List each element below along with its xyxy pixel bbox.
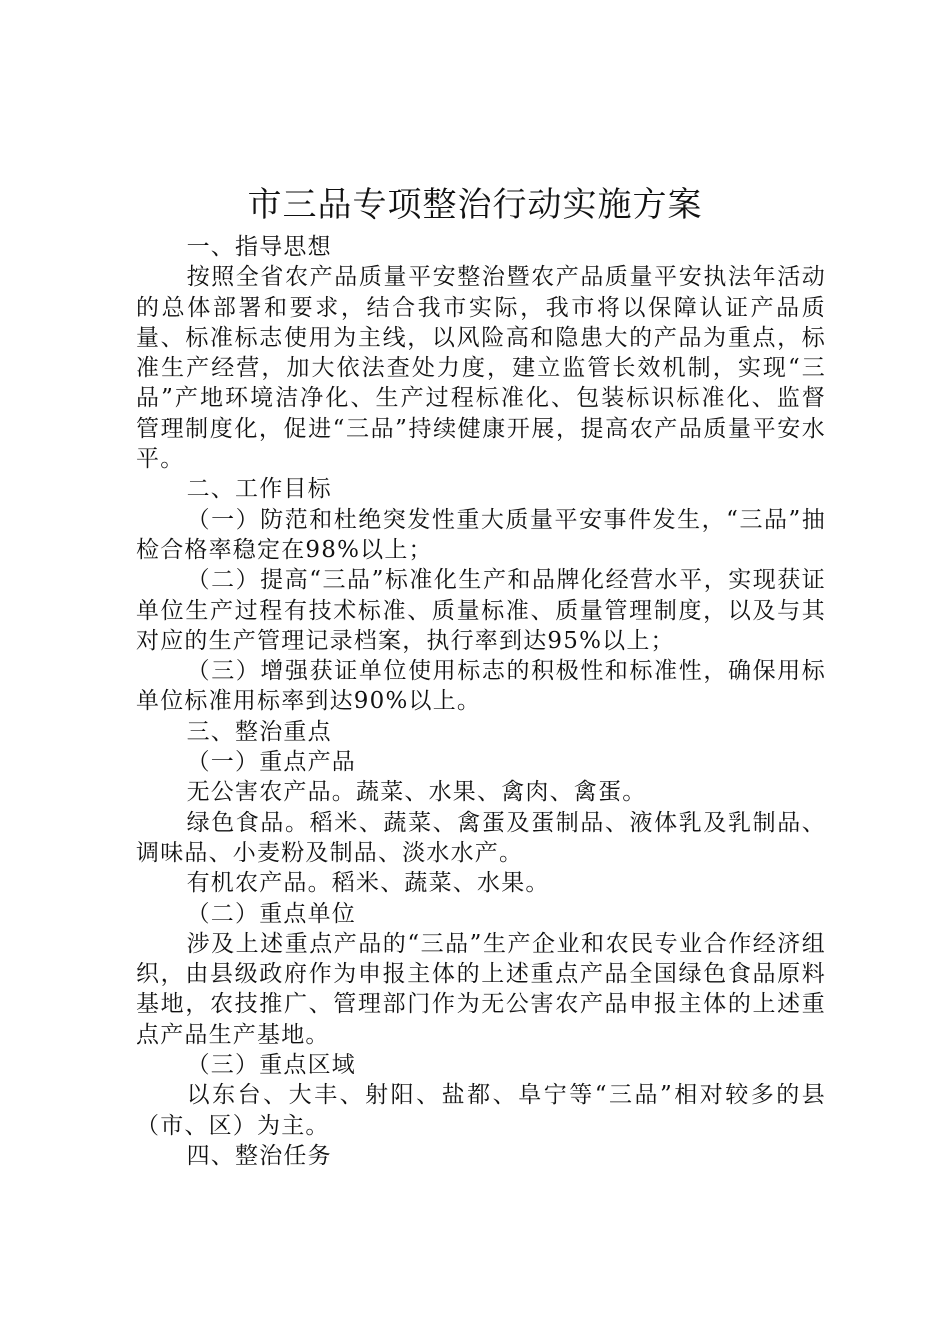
section-heading-tasks: 四、整治任务 [186, 1142, 332, 1169]
paragraph-key-regions: 以东台、大丰、射阳、盐都、阜宁等“三品”相对较多的县（市、区）为主。 [136, 1082, 826, 1139]
document-title: 市三品专项整治行动实施方案 [247, 185, 703, 225]
subheading-key-regions: （三）重点区域 [186, 1052, 356, 1079]
paragraph-goal-3: （三）增强获证单位使用标志的积极性和标准性，确保用标单位标准用标率到达90%以上。 [136, 658, 826, 715]
subheading-key-units: （二）重点单位 [186, 900, 356, 927]
paragraph-guiding-thought: 按照全省农产品质量平安整治暨农产品质量平安执法年活动的总体部署和要求，结合我市实际，我市将以保障认证产品质量、标准标志使用为主线，以风险高和隐患大的产品为重点，标准生产经营，加大依法查处力度，建立监管长效机制，实现“三品”产地环境洁净化、生产过程标准化、包装标识标准化、监督管理制度化，促进“三品”持续健康开展，提高农产品质量平安水平。 [136, 264, 826, 473]
subheading-key-products: （一）重点产品 [186, 749, 356, 776]
paragraph-organic: 有机农产品。稻米、蔬菜、水果。 [186, 870, 550, 897]
paragraph-green-food: 绿色食品。稻米、蔬菜、禽蛋及蛋制品、液体乳及乳制品、调味品、小麦粉及制品、淡水水产。 [136, 809, 826, 866]
section-heading-work-goals: 二、工作目标 [186, 476, 332, 503]
paragraph-key-units: 涉及上述重点产品的“三品”生产企业和农民专业合作经济组织，由县级政府作为申报主体的上述重点产品全国绿色食品原料基地，农技推广、管理部门作为无公害农产品申报主体的上述重点产品生产基地。 [136, 930, 826, 1048]
document-body [136, 232, 826, 1171]
paragraph-goal-1: （一）防范和杜绝突发性重大质量平安事件发生，“三品”抽检合格率稳定在98%以上； [136, 506, 826, 563]
paragraph-pollution-free: 无公害农产品。蔬菜、水果、禽肉、禽蛋。 [186, 779, 647, 806]
section-heading-guiding-thought: 一、指导思想 [186, 234, 332, 260]
section-heading-key-points: 三、整治重点 [186, 718, 332, 745]
paragraph-goal-2: （二）提高“三品”标准化生产和品牌化经营水平，实现获证单位生产过程有技术标准、质量标准、质量管理制度，以及与其对应的生产管理记录档案，执行率到达95%以上； [136, 567, 826, 654]
